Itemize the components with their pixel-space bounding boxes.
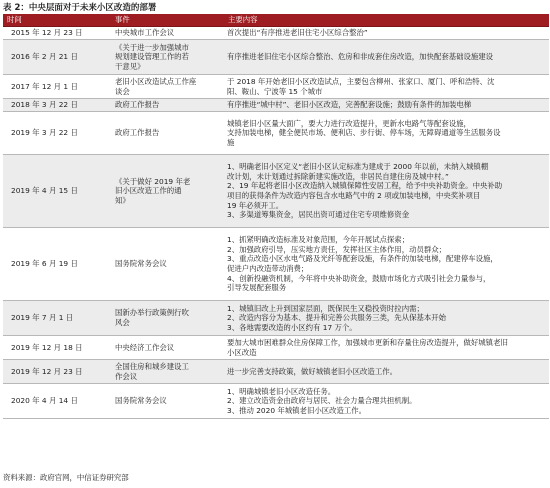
- cell-event: [111, 384, 224, 419]
- cell-date: 2019 年 12 月 23 日: [3, 360, 111, 384]
- cell-content: [224, 336, 549, 360]
- cell-content: [224, 384, 549, 419]
- content-line: 1、抓紧明确改造标准及对象范围，今年开展试点探索；: [227, 235, 410, 245]
- content-line: 19 年必须开工。: [227, 200, 284, 210]
- content-line: 3、多渠道筹集资金，居民出资可通过住宅专项维修资金: [227, 210, 410, 220]
- content-line: 2、改造内容分为基本、提升和完善公共服务三类，先从保基本开始: [227, 313, 447, 323]
- cell-content: [224, 360, 549, 384]
- content-line: 3、重点改造小区水电气路及光纤等配套设施，有条件的加装电梯，配建停车设施，: [227, 254, 498, 264]
- table-row: [3, 155, 549, 228]
- content-line: 有序推进“城中村”、老旧小区改造，完善配套设施；鼓励有条件的加装电梯: [227, 100, 472, 110]
- content-line: 城镇老旧小区量大面广，要大力进行改造提升，更新水电路气等配套设施，: [227, 118, 471, 128]
- event-line: 作会议: [115, 371, 138, 381]
- cell-event: [111, 99, 224, 112]
- table-row: [3, 27, 549, 40]
- table-row: [3, 228, 549, 301]
- cell-event: [111, 27, 224, 40]
- event-line: 《关于做好 2019 年老: [115, 176, 191, 186]
- event-line: 国务院常务会议: [115, 259, 167, 269]
- cell-date: 2019 年 7 月 1 日: [3, 301, 111, 336]
- content-line: 改计划，未计划通过拆除新建实施改造，非居民自建住房及城中村。”: [227, 171, 449, 181]
- content-line: 1、明确城镇老旧小区改造任务。: [227, 386, 336, 396]
- cell-content: [224, 112, 549, 155]
- content-line: 3、各地需要改造的小区约有 17 万个。: [227, 322, 357, 332]
- cell-content: [224, 75, 549, 99]
- cell-event: [111, 301, 224, 336]
- content-line: 阳、鞍山、宁波等 15 个城市: [227, 86, 323, 96]
- cell-date: 2018 年 3 月 22 日: [3, 99, 111, 112]
- event-line: 中央城市工作会议: [115, 28, 175, 38]
- content-line: 3、推动 2020 年城镇老旧小区改造工作。: [227, 405, 367, 415]
- event-line: 谈会: [115, 86, 130, 96]
- event-line: 知》: [115, 195, 130, 205]
- cell-event: [111, 112, 224, 155]
- table-row: [3, 336, 549, 360]
- table-row: [3, 360, 549, 384]
- cell-content: [224, 228, 549, 301]
- content-line: 促进户内改造带动消费；: [227, 264, 309, 273]
- event-line: 《关于进一步加强城市: [115, 42, 189, 52]
- content-line: 小区改造: [227, 347, 257, 357]
- cell-date: 2020 年 4 月 14 日: [3, 384, 111, 419]
- table-row: [3, 40, 549, 75]
- content-line: 首次提出“有序推进老旧住宅小区综合整治”: [227, 28, 368, 38]
- table-row: [3, 75, 549, 99]
- cell-event: [111, 228, 224, 301]
- event-line: 国新办举行政策例行吹: [115, 308, 189, 318]
- content-line: 支持加装电梯，健全便民市场、便利店、步行街、停车场，无障碍通道等生活服务设: [227, 128, 501, 138]
- table-row: [3, 384, 549, 419]
- table-row: [3, 301, 549, 336]
- table-caption: 表 2：中央层面对于未来小区改造的部署: [3, 3, 157, 13]
- content-line: 于 2018 年开始老旧小区改造试点，主要包含柳州、张家口、厦门、呼和浩特、沈: [227, 76, 495, 86]
- cell-event: [111, 360, 224, 384]
- table-row: [3, 112, 549, 155]
- column-header-content: 主要内容: [224, 14, 549, 27]
- content-line: 4、创新投融资机制，今年将中央补助资金，鼓励市场化方式吸引社会力量参与，: [227, 273, 491, 283]
- cell-event: [111, 336, 224, 360]
- cell-date: 2017 年 12 月 1 日: [3, 75, 111, 99]
- content-line: 施: [227, 137, 235, 147]
- event-line: 政府工作报告: [115, 100, 160, 110]
- cell-date: 2016 年 2 月 21 日: [3, 40, 111, 75]
- event-line: 政府工作报告: [115, 128, 160, 138]
- cell-content: [224, 99, 549, 112]
- event-line: 干意见》: [115, 61, 145, 71]
- event-line: 老旧小区改造试点工作座: [115, 76, 197, 86]
- table-row: [3, 99, 549, 112]
- event-line: 规划建设管理工作的若: [115, 52, 189, 62]
- policy-table: [3, 14, 549, 419]
- column-header-time: 时间: [3, 14, 111, 27]
- event-line: 国务院常务会议: [115, 396, 167, 406]
- table-body: [3, 27, 549, 419]
- cell-date: 2019 年 4 月 15 日: [3, 155, 111, 228]
- cell-event: [111, 40, 224, 75]
- table-header-row: [3, 14, 549, 27]
- cell-content: [224, 27, 549, 40]
- cell-event: [111, 75, 224, 99]
- content-line: 引导发展配套服务: [227, 283, 287, 293]
- content-line: 有序推进老旧住宅小区综合整治、危房和非成套住房改造，加快配套基础设施建设: [227, 52, 494, 62]
- content-line: 要加大城市困难群众住房保障工作，加强城市更新和存量住房改造提升，做好城镇老旧: [227, 337, 508, 347]
- content-line: 2、建立改造资金由政府与居民、社会力量合理共担机制。: [227, 396, 417, 406]
- event-line: 中央经济工作会议: [115, 342, 175, 352]
- cell-content: [224, 301, 549, 336]
- cell-event: [111, 155, 224, 228]
- content-line: 1、城镇旧改上升到国家层面，既保民生又稳投资时拉内需；: [227, 303, 424, 313]
- cell-date: 2015 年 12 月 23 日: [3, 27, 111, 40]
- content-line: 2、加强政府引导，压实地方责任，发挥社区主体作用，动员群众；: [227, 244, 447, 254]
- cell-date: 2019 年 3 月 22 日: [3, 112, 111, 155]
- cell-date: 2019 年 12 月 18 日: [3, 336, 111, 360]
- event-line: 风会: [115, 318, 130, 327]
- cell-content: [224, 155, 549, 228]
- event-line: 全国住房和城乡建设工: [115, 361, 189, 371]
- content-line: 1、明确老旧小区定义“老旧小区认定标准为建成于 2000 年以前，未纳入城镇棚: [227, 162, 489, 172]
- cell-date: 2019 年 6 月 19 日: [3, 228, 111, 301]
- content-line: 项目的获得条件为改造内容包含水电路气中的 2 项或加装电梯，中央奖补项目: [227, 191, 481, 200]
- source-note: 资料来源：政府官网，中信证券研究部: [3, 473, 129, 482]
- column-header-event: 事件: [111, 14, 224, 27]
- cell-content: [224, 40, 549, 75]
- event-line: 旧小区改造工作的通: [115, 186, 182, 196]
- content-line: 2、19 年起将老旧小区改造纳入城镇保障性安居工程，给予中央补助资金。中央补助: [227, 181, 503, 191]
- content-line: 进一步完善支持政策，做好城镇老旧小区改造工作。: [227, 366, 397, 376]
